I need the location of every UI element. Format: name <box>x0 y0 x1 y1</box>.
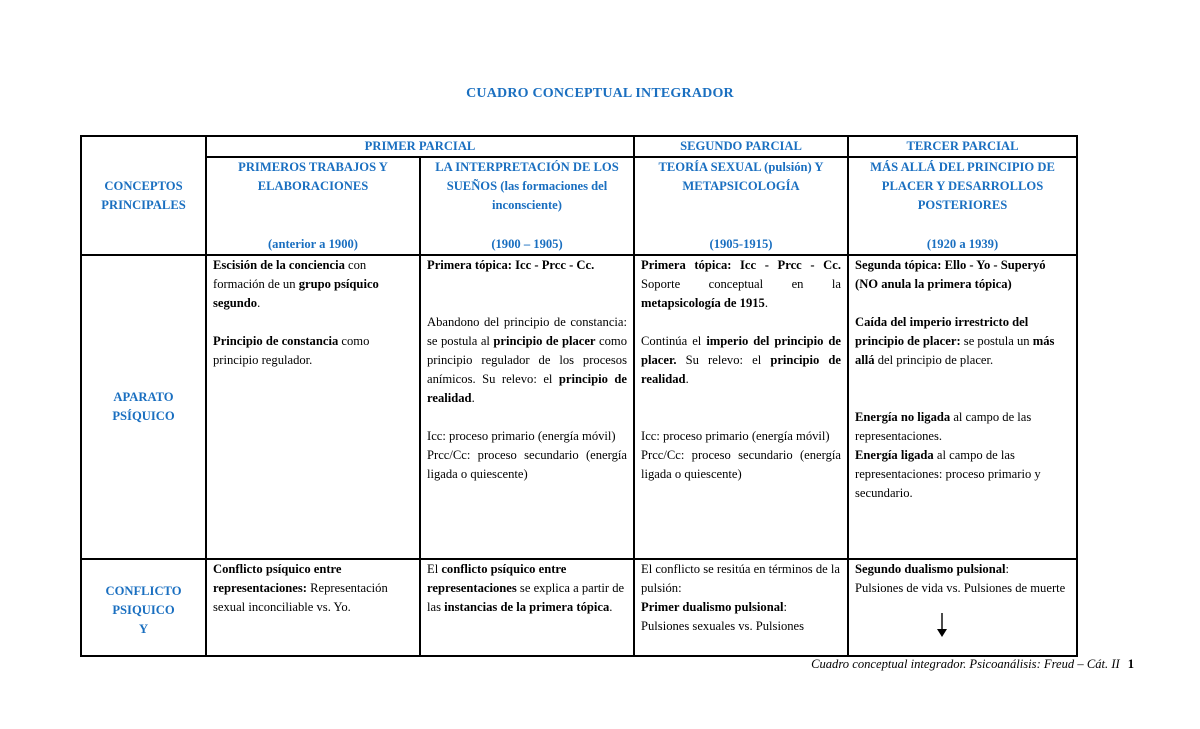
header-primer-parcial: PRIMER PARCIAL <box>206 136 634 157</box>
conflicto-cell-1: Conflicto psíquico entre representaciones: Representación sexual inconciliable vs. Yo. <box>206 559 420 656</box>
aparato-cell-4: Segunda tópica: Ello - Yo - Superyó (NO anula la primera tópica) Caída del imperio irrestricto del principio de placer: se postula un más allá del principio de placer. Energía no ligada al campo de las representaciones. Energía ligada al campo de las representaciones: proceso primario y secundario. <box>848 255 1077 559</box>
psiquico-label: PSIQUICO <box>112 603 175 617</box>
header-segundo-parcial: SEGUNDO PARCIAL <box>634 136 848 157</box>
header-row-periods <box>81 157 1077 255</box>
header-row-parciales <box>81 136 1077 157</box>
aparato-cell-1: Escisión de la conciencia con formación de un grupo psíquico segundo. Principio de constancia como principio regulador. <box>206 255 420 559</box>
page-number: 1 <box>1127 657 1134 671</box>
aparato-label: APARATO <box>113 390 174 404</box>
conflicto-cell-4: Segundo dualismo pulsional: Pulsiones de vida vs. Pulsiones de muerte <box>848 559 1077 656</box>
footer-text: Cuadro conceptual integrador. Psicoanálisis: Freud – Cát. II <box>811 657 1120 671</box>
period-col-1 <box>206 157 420 255</box>
row-head-aparato <box>81 255 206 559</box>
conflicto-cell-2: El conflicto psíquico entre representaciones se explica a partir de las instancias de la primera tópica. <box>420 559 634 656</box>
period-col-2 <box>420 157 634 255</box>
period-col-4 <box>848 157 1077 255</box>
conflicto-label: CONFLICTO <box>105 584 182 598</box>
period-title: LA INTERPRETACIÓN DE LOS SUEÑOS (las formaciones del inconsciente) <box>435 160 619 212</box>
psiquico-label: PSÍQUICO <box>112 409 175 423</box>
period-date: (1905-1915) <box>709 237 773 251</box>
period-title: TEORÍA SEXUAL (pulsión) Y METAPSICOLOGÍA <box>658 160 824 193</box>
y-label: Y <box>138 622 149 636</box>
conflicto-cell-3: El conflicto se resitúa en términos de la pulsión: Primer dualismo pulsional: Pulsiones sexuales vs. Pulsiones <box>634 559 848 656</box>
aparato-cell-3: Primera tópica: Icc - Prcc - Cc. Soporte conceptual en la metapsicología de 1915. Continúa el imperio del principio de placer. Su relevo: el principio de realidad. Icc: proceso primario (energía móvil) Prcc/Cc: proceso secundario (energía ligada o quiescente) <box>634 255 848 559</box>
page-footer <box>811 657 1134 672</box>
page-title: CUADRO CONCEPTUAL INTEGRADOR <box>466 86 734 101</box>
row-head-conflicto <box>81 559 206 656</box>
aparato-cell-2: Primera tópica: Icc - Prcc - Cc. Abandono del principio de constancia: se postula al principio de placer como principio regulador de los procesos anímicos. Su relevo: el principio de realidad. Icc: proceso primario (energía móvil) Prcc/Cc: proceso secundario (energía ligada o quiescente) <box>420 255 634 559</box>
period-date: (1900 – 1905) <box>491 237 563 251</box>
concept-table <box>80 135 1078 657</box>
conceptos-label: CONCEPTOS PRINCIPALES <box>101 178 186 212</box>
period-title: PRIMEROS TRABAJOS Y ELABORACIONES <box>238 160 388 193</box>
period-col-3 <box>634 157 848 255</box>
header-tercer-parcial: TERCER PARCIAL <box>848 136 1077 157</box>
period-title: MÁS ALLÁ DEL PRINCIPIO DE PLACER Y DESARROLLOS POSTERIORES <box>870 160 1055 212</box>
period-date: (1920 a 1939) <box>926 237 999 251</box>
period-date: (anterior a 1900) <box>267 237 358 251</box>
row-conflicto-psiquico <box>81 559 1077 656</box>
row-aparato-psiquico <box>81 255 1077 559</box>
down-arrow-icon <box>932 612 952 638</box>
row-head-conceptos <box>81 136 206 255</box>
